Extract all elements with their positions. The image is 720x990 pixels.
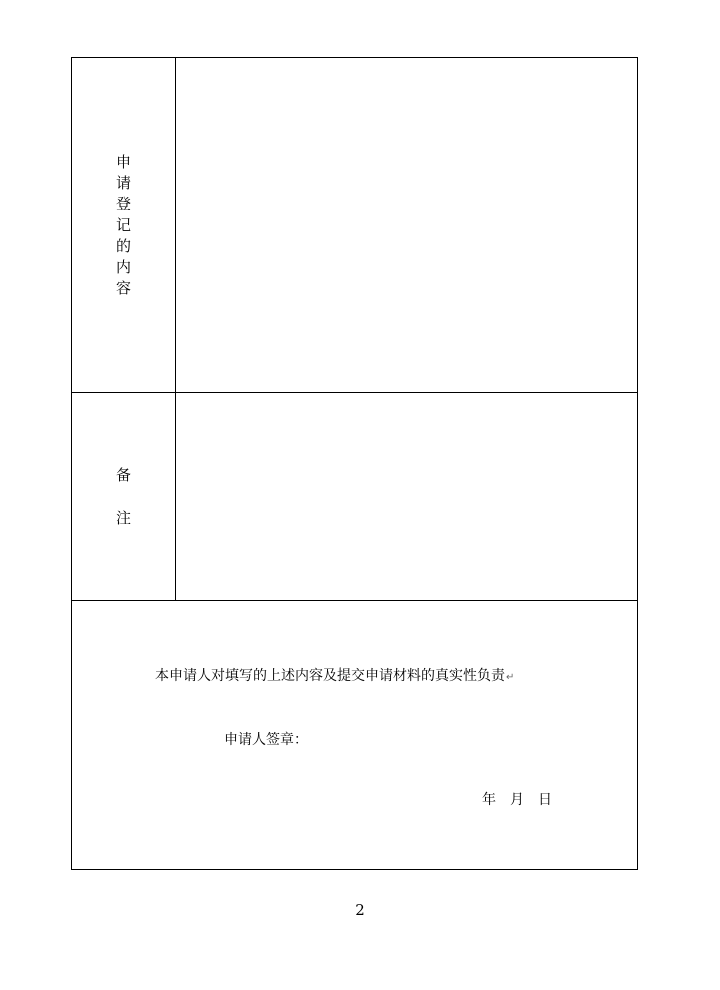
content-label-char: 的: [115, 236, 131, 255]
notes-input-cell[interactable]: [176, 393, 637, 600]
row-divider-notes-declaration: [72, 600, 637, 601]
content-label-char: 记: [115, 215, 131, 234]
declaration-statement: [155, 665, 514, 685]
content-label-char: 登: [115, 194, 131, 213]
content-input-cell[interactable]: [176, 58, 637, 392]
paragraph-mark-icon: ↵: [506, 672, 515, 683]
notes-label-char: 注: [115, 508, 131, 527]
content-label-cell: [72, 58, 175, 392]
date-month-label: 月: [510, 792, 524, 808]
notes-label: [116, 465, 131, 529]
content-label-char: 容: [115, 278, 131, 297]
signature-label: 申请人签章：: [224, 732, 308, 748]
content-label-char: 申: [115, 152, 131, 171]
content-label-char: 内: [115, 257, 131, 276]
content-label: [116, 152, 131, 299]
date-line: [482, 789, 552, 809]
page-number: 2: [355, 901, 365, 919]
application-form-table: [71, 57, 638, 870]
notes-label-char: 备: [115, 465, 131, 484]
declaration-text: 本申请人对填写的上述内容及提交申请材料的真实性负责: [155, 668, 505, 684]
date-year-label: 年: [482, 792, 496, 808]
content-label-char: 请: [115, 173, 131, 192]
notes-label-cell: [72, 393, 175, 600]
date-day-label: 日: [538, 792, 552, 808]
